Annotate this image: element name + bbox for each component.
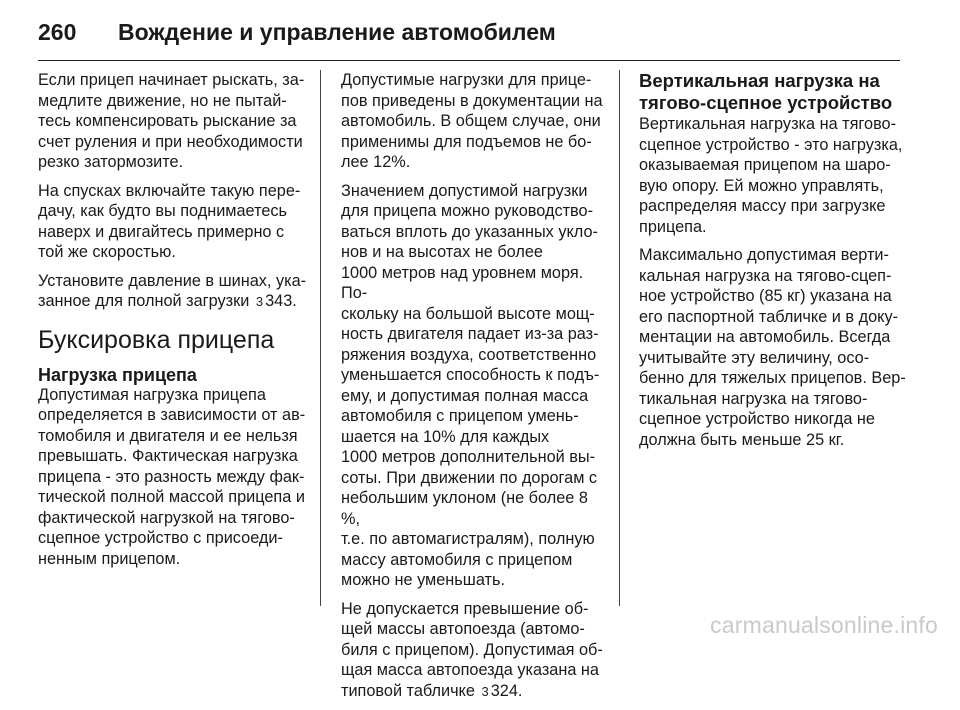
page-header bbox=[38, 12, 556, 52]
paragraph-tire-pressure bbox=[38, 271, 310, 313]
subsection-title: Вертикальная нагрузка на тягово-сцепное устройство bbox=[639, 70, 893, 113]
paragraph-allowed-loads: Допустимые нагрузки для прице- пов приведены в документации на автомобиль. В общем случае, они применимы для подъемов не бо- лее 12%. bbox=[341, 71, 603, 171]
page-title: Вождение и управление автомобилем bbox=[118, 18, 556, 45]
paragraph-text: Не допускается превышение об- щей массы автопоезда (автомо- биля с прицепом). Допустимая об- щая масса автопоезда указана на типовой табличке bbox=[341, 599, 603, 700]
paragraph-downhill: На спусках включайте такую пере- дачу, как будто вы поднимаетесь наверх и двигайтесь примерно с той же скоростью. bbox=[38, 181, 301, 261]
subsection-title: Нагрузка прицепа bbox=[38, 364, 197, 385]
paragraph-trailer-load: Допустимая нагрузка прицепа определяется в зависимости от ав- томобиля и двигателя и ее нельзя превышать. Фактическая нагрузка прицепа - это разность между фак- тической полной массой прицепа и фактической нагрузкой на тягово- сцепное устройство с присоеди- ненным прицепом. bbox=[38, 385, 306, 568]
paragraph-text: Установите давление в шинах, ука- занное для полной загрузки bbox=[38, 271, 307, 310]
paragraph-vertical-load: Вертикальная нагрузка на тягово- сцепное устройство - это нагрузка, оказываемая прицепом на шаро- вую опору. Ей можно управлять, распределяя массу при загрузке прицепа. bbox=[639, 115, 903, 236]
column-divider bbox=[619, 70, 620, 606]
page-reference[interactable]: 324. bbox=[490, 681, 523, 700]
column-divider bbox=[320, 70, 321, 606]
watermark: carmanualsonline.info bbox=[710, 612, 938, 638]
page-reference-icon[interactable]: 3 bbox=[481, 683, 489, 699]
column-right bbox=[639, 70, 907, 458]
page-reference-icon[interactable]: 3 bbox=[255, 294, 264, 309]
header-rule bbox=[38, 60, 900, 61]
paragraph-trailer-sway: Если прицеп начинает рыскать, за- медлите движение, но не пытай- тесь компенсировать рыскание за счет руления и при необходимости резко затормозите. bbox=[38, 71, 305, 171]
paragraph-altitude: Значением допустимой нагрузки для прицепа можно руководство- ваться вплоть до указанных укло- нов и на высотах не более 1000 метров над уровнем моря. По- скольку на большой высоте мощ- ность двигателя падает из-за раз- ряжения воздуха, соответственно уменьшается способность к подъ- ему, и допустимая полная масса автомобиля с прицепом умень- шается на 10% для каждых 1000 метров дополнительной вы- соты. При движении по дорогам с небольшим уклоном (не более 8 %, т.е. по автомагистралям), полную массу автомобиля с прицепом можно не уменьшать. bbox=[341, 181, 600, 589]
page-number: 260 bbox=[38, 18, 77, 45]
section-title: Буксировка прицепа bbox=[38, 325, 275, 354]
page-reference[interactable]: 343. bbox=[265, 292, 297, 310]
paragraph-max-vertical-load: Максимально допустимая верти- кальная нагрузка на тягово-сцеп- ное устройство (85 кг) указана на его паспортной табличке и в доку- ментации на автомобиль. Всегда учитывайте эту величину, осо- бенно для тяжелых прицепов. Вер- тикальная нагрузка на тягово- сцепное устройство никогда не должна быть меньше 25 кг. bbox=[639, 246, 906, 449]
column-left bbox=[38, 70, 310, 577]
